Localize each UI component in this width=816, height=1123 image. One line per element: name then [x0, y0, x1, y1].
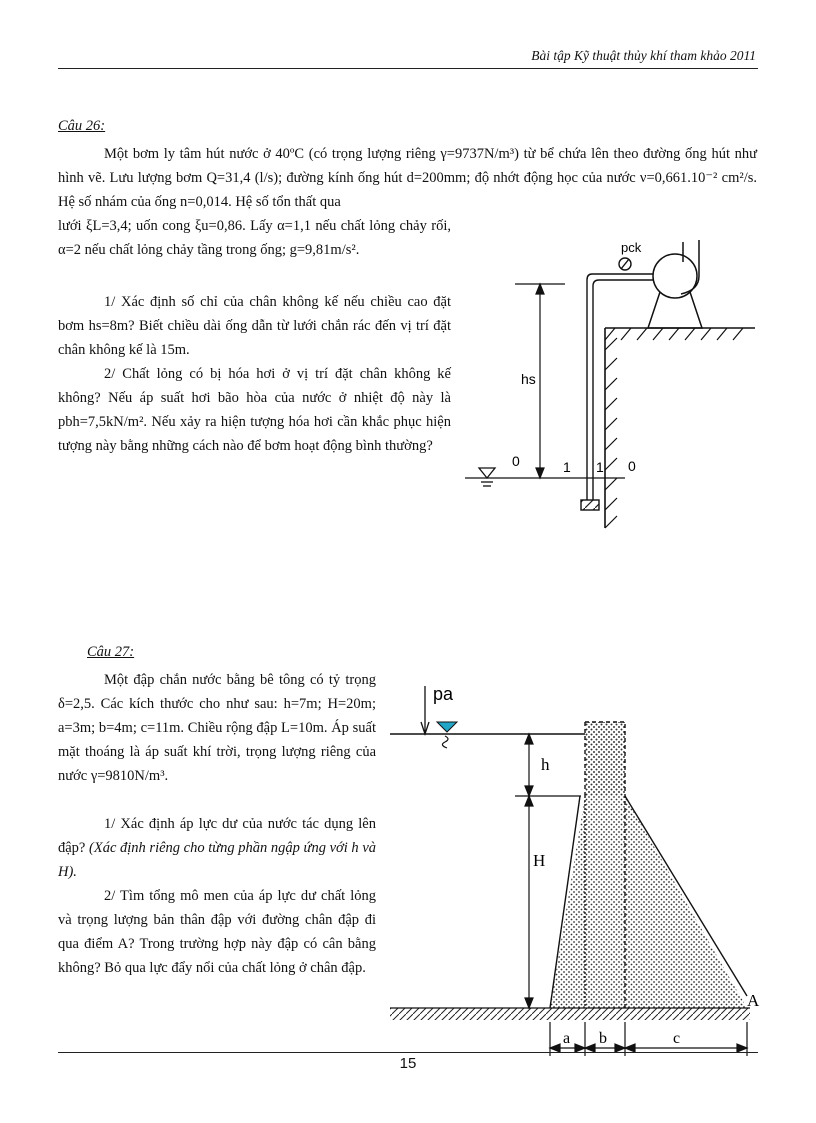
- suction-pipe: [581, 274, 633, 510]
- b-label: b: [599, 1030, 607, 1047]
- ground-hatch: [605, 328, 755, 528]
- header-rule: [58, 68, 758, 69]
- dam-body: [550, 722, 747, 1008]
- q26-intro: Một bơm ly tâm hút nước ở 40ºC (có trọng lượng riêng γ=9737N/m³) từ bể chứa lên theo đường ống hút như hình vẽ. Lưu lượng bơm Q=31,4 (l/s); đường kính ống hút d=200mm; độ nhớt động học của nước ν=0,661.10⁻² cm²/s. Hệ số nhám của ống n=0,014. Hệ số tổn thất qua: [58, 146, 757, 210]
- q27-title: Câu 27:: [87, 644, 135, 660]
- q26-pump-figure: [455, 228, 755, 533]
- q26-item2: 2/ Chất lỏng có bị hóa hơi ở vị trí đặt chân không kế không? Nếu áp suất hơi bão hòa của nước ở nhiệt độ này là pbh=7,5kN/m². Nếu xảy ra hiện tượng hóa hơi cần khắc phục hiện tượng này bằng những cách nào để bơm hoạt động bình thường?: [58, 366, 451, 454]
- gauge-label: pck: [621, 240, 642, 255]
- vacuum-gauge: [619, 240, 642, 270]
- q27-item1-text: 1/ Xác định áp lực dư của nước tác dụng lên đập?: [58, 816, 376, 856]
- A-label: A: [747, 991, 760, 1010]
- q27-item1-note: (Xác định riêng cho từng phần ngập ứng với h và H).: [58, 840, 376, 880]
- footer-rule: [58, 1052, 758, 1053]
- q26-item1: 1/ Xác định số chỉ của chân không kế nếu chiều cao đặt bơm hs=8m? Biết chiều dài ống dẫn từ lưới chắn rác đến vị trí đặt chân không kế là 15m.: [58, 294, 451, 358]
- pa-label: pa: [433, 684, 454, 704]
- q26-title: Câu 26:: [58, 118, 106, 134]
- q27-intro: Một đập chắn nước bằng bê tông có tỷ trọng δ=2,5. Các kích thước cho như sau: h=7m; H=20m; a=3m; b=4m; c=11m. Chiều rộng đập L=10m. Áp suất mặt thoáng là áp suất khí trời, trọng lượng riêng của nước γ=9810N/m³.: [58, 672, 376, 784]
- a-label: a: [563, 1030, 571, 1047]
- page-header: Bài tập Kỹ thuật thủy khí tham khảo 2011: [531, 48, 756, 63]
- section-1-right: 1: [596, 459, 604, 475]
- q27-dam-figure: [385, 678, 765, 1058]
- section-0-left: 0: [512, 453, 520, 469]
- h-label: h: [541, 755, 550, 774]
- c-label: c: [673, 1030, 681, 1047]
- H-label: H: [533, 851, 546, 870]
- pump: [633, 240, 702, 328]
- q27-item2: 2/ Tìm tổng mô men của áp lực dư chất lỏng và trọng lượng bản thân đập với đường chân đập đi qua điểm A? Trong trường hợp này đập có cân bằng không? Bỏ qua lực đẩy nổi của chất lỏng ở chân đập.: [58, 888, 376, 976]
- q27-item1: [58, 812, 376, 884]
- hs-label: hs: [521, 371, 536, 387]
- page-number: 15: [399, 1055, 417, 1072]
- section-1-left: 1: [563, 459, 571, 475]
- base-hatch: [390, 1008, 750, 1020]
- section-0-right: 0: [628, 458, 636, 474]
- q26-conditions: lưới ξL=3,4; uốn cong ξu=0,86. Lấy α=1,1 nếu chất lỏng chảy rối, α=2 nếu chất lỏng chảy tầng trong ống; g=9,81m/s².: [58, 218, 451, 258]
